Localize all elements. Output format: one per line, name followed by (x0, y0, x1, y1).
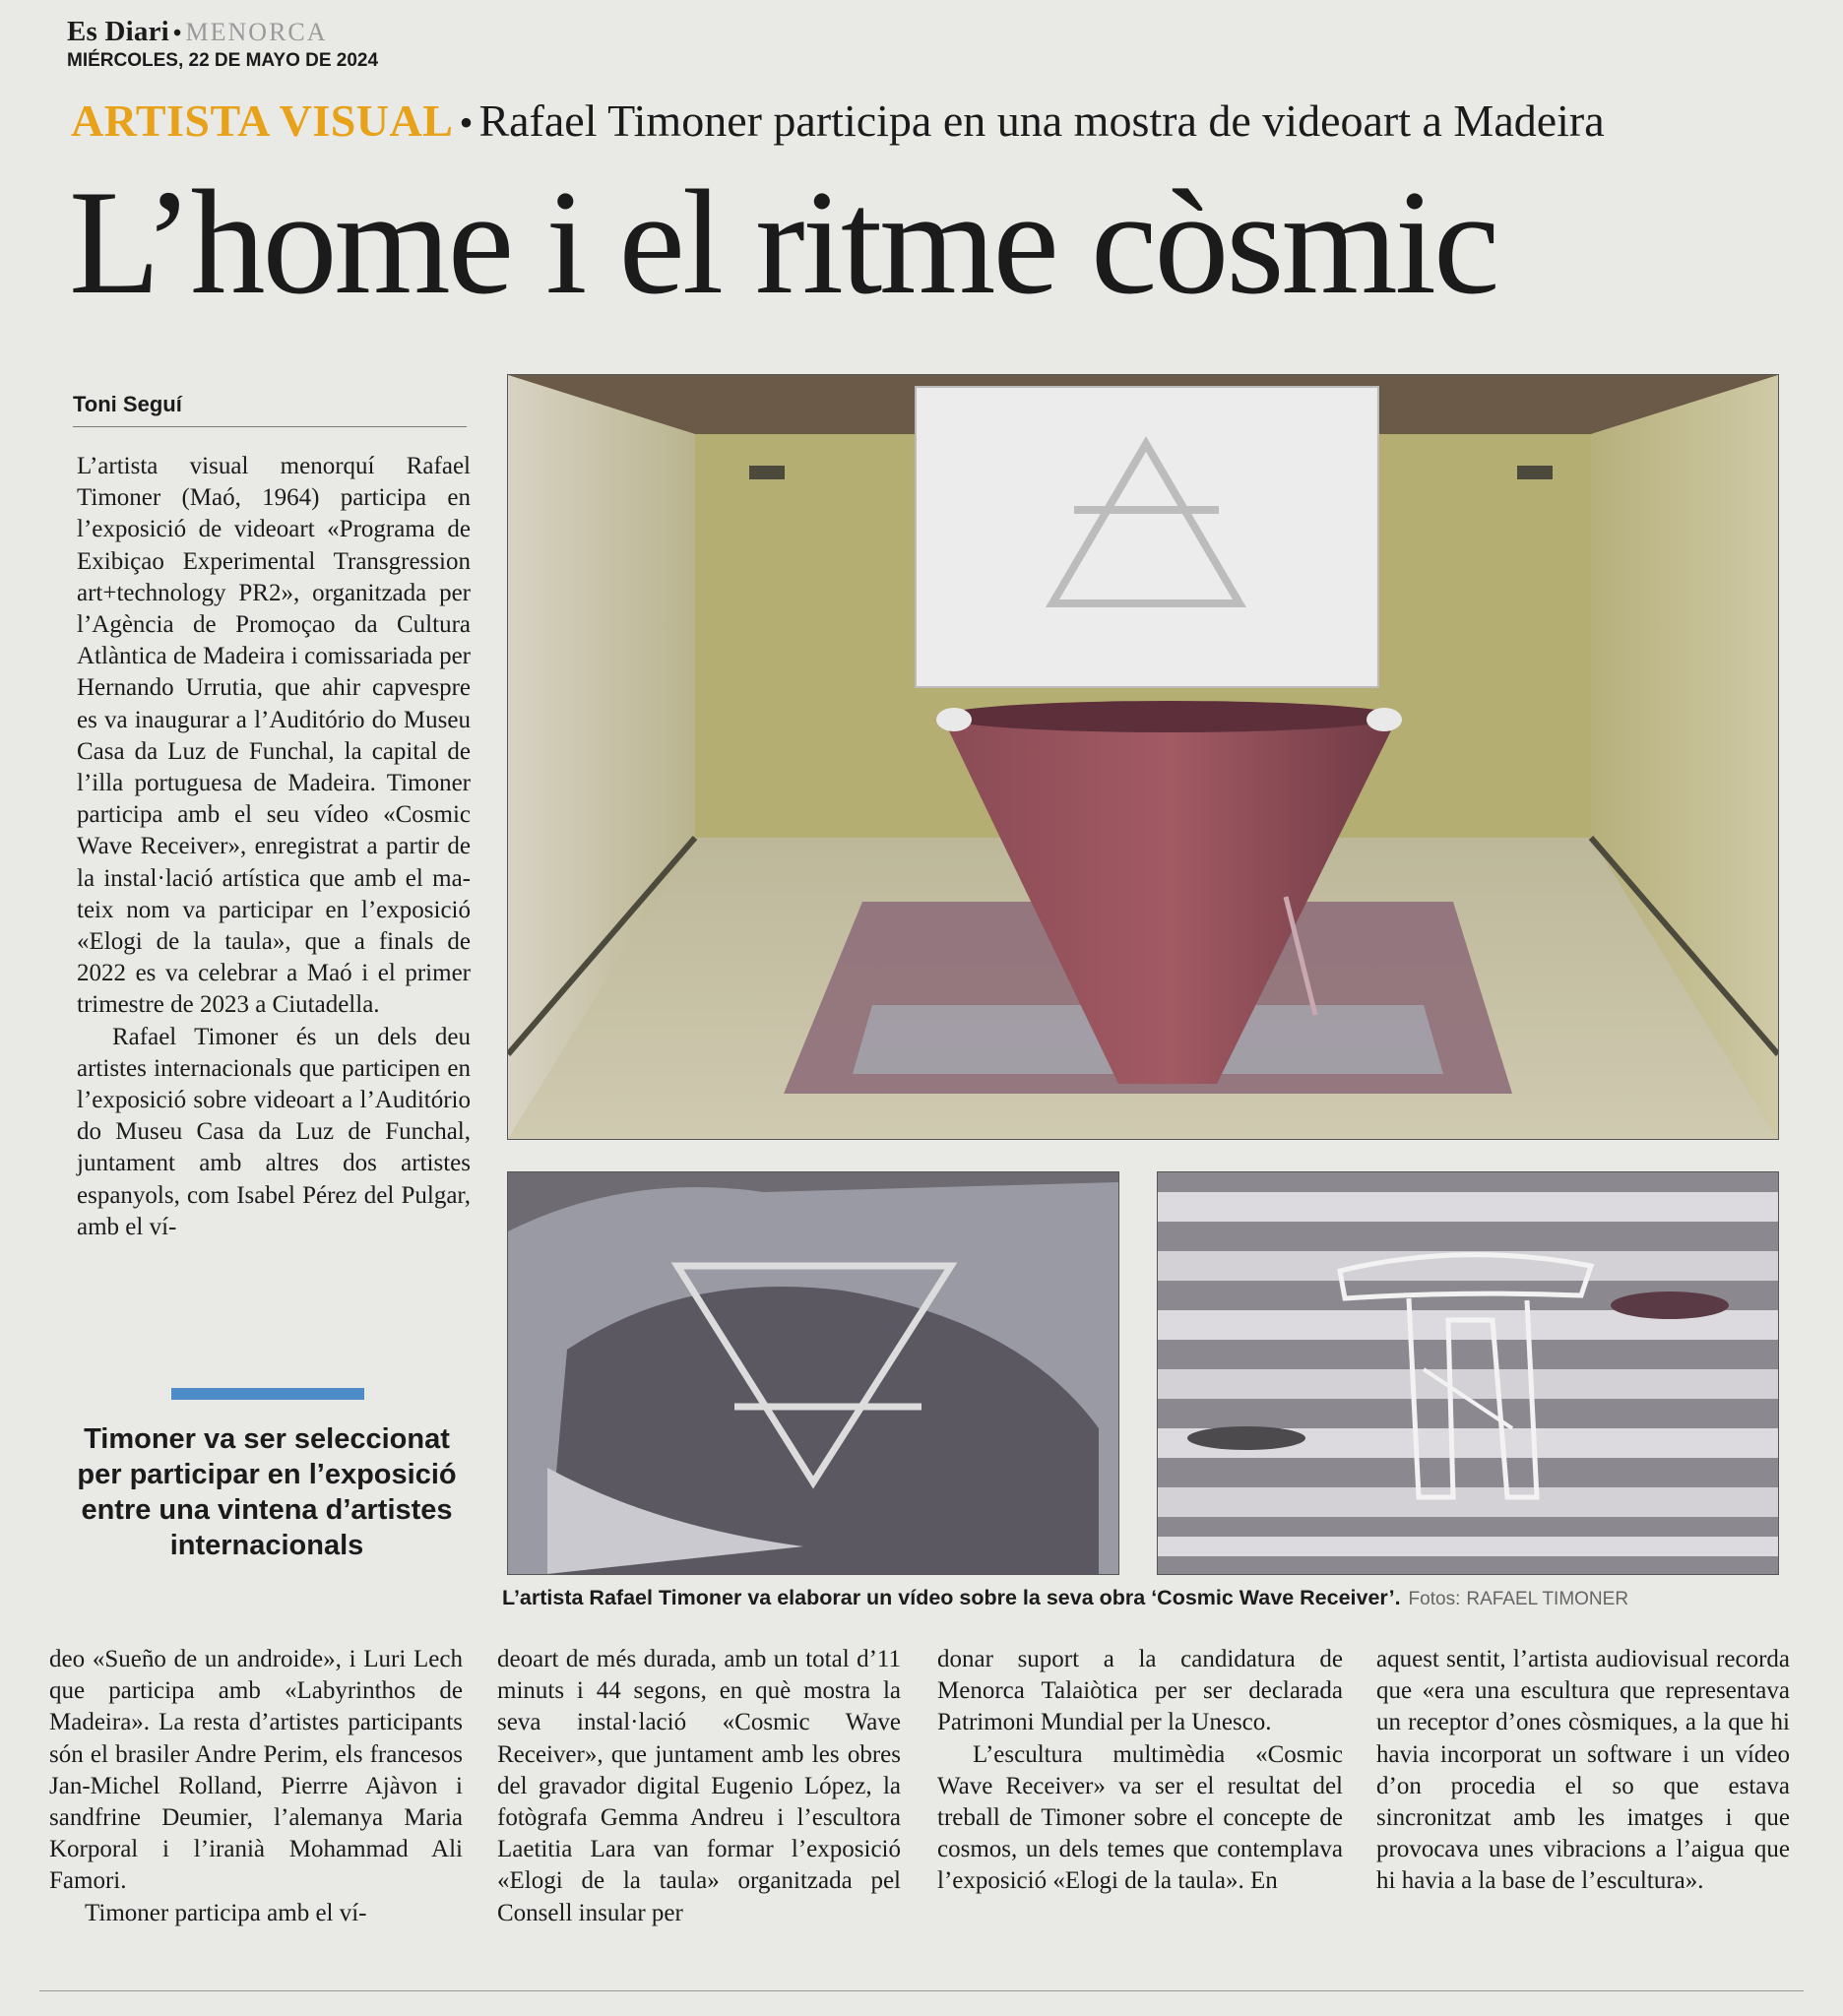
masthead (67, 16, 378, 72)
section-kicker: ARTISTA VISUAL • Rafael Timoner participa en una mostra de videoart a Madeira (71, 95, 1605, 146)
installation-image (508, 375, 1778, 1139)
caption-credit-label: Fotos: (1408, 1589, 1461, 1609)
byline: Toni Seguí (73, 392, 182, 416)
article-paragraph: donar suport a la candidatura de Menorca Talaiòtica per ser declarada Patrimoni Mundial per la Unesco. (937, 1646, 1343, 1736)
caption-text: L’artista Rafael Timoner va elaborar un vídeo sobre la seva obra ‘Cosmic Wave Receiver’. (502, 1586, 1401, 1609)
kicker-subtitle: Rafael Timoner participa en una mostra de videoart a Madeira (478, 95, 1605, 146)
brand-region: MENORCA (185, 18, 328, 46)
caption-credit: RAFAEL TIMONER (1466, 1589, 1629, 1609)
article-column-1 (49, 1644, 463, 1929)
pull-quote: Timoner va ser seleccionat per participar en l’exposició entre una vintena d’artistes internacionals (77, 1423, 457, 1561)
article-column-4 (1376, 1644, 1790, 1898)
issue-date: MIÉRCOLES, 22 DE MAYO DE 2024 (67, 50, 379, 71)
section-tag: ARTISTA VISUAL (71, 95, 454, 146)
brand-name: Es Diari (67, 16, 169, 47)
article-column-3 (937, 1644, 1343, 1898)
pull-quote-bar (171, 1388, 364, 1400)
article-paragraph: deo «Sueño de un androide», i Luri Lech que participa amb «Labyrinthos de Madeira». La resta d’artistes participants són el brasiler Andre Perim, els francesos Jan-Michel Rolland, Pierrre Ajàvon i sandfrine Deumier, l’alemanya Maria Korporal i l’iranià Mohammad Ali Famori. (49, 1646, 463, 1895)
article-paragraph: aquest sentit, l’artista audiovisual recorda que «era una escultura que representava un receptor d’ones còsmiques, a la que hi havia incorporat un software i un vídeo d’on procedia el so que estava sincronitzat amb les imatges i que provocava unes vibracions a l’aigua que hi havia a la base de l’escultura». (1376, 1646, 1790, 1895)
article-column-left (77, 451, 471, 1243)
article-paragraph: L’artista visual menorquí Rafael Timoner (Maó, 1964) participa en l’exposició de videoart «Programa de Exibiçao Experimental Transgression art+technology PR2», organitzada per l’Agència de Promoçao da Cultura Atlàntica de Madeira i comissariada per Hernando Urrutia, que ahir capvespre es va inaugurar a l’Auditório do Museu Casa da Luz de Funchal, la capital de l’illa portuguesa de Madeira. Timoner participa amb el seu vídeo «Cosmic Wave Receiver», enregistrat a partir de la instal·lació artística que amb el mateix nom va participar en l’exposició «Elogi de la taula», que a finals de 2022 es va celebrar a Maó i el primer trimestre de 2023 a Ciutadella. (77, 453, 471, 1019)
article-column-2 (497, 1644, 901, 1929)
triangle-symbol-image (508, 1172, 1118, 1574)
article-paragraph: deoart de més durada, amb un total d’11 minuts i 44 segons, en què mostra la seva instal·lació «Cosmic Wave Receiver», que juntament amb les obres del gravador digital Eugenio López, la fotògrafa Gemma Andreu i l’escultora Laetitia Lara van formar l’exposició «Elogi de la taula» organitzada pel Consell insular per (497, 1646, 901, 1926)
article-paragraph: Rafael Timoner és un dels deu artistes internacionals que participen en l’exposició sobre videoart a l’Auditório do Museu Casa da Luz de Funchal, juntament amb altres dos artistes espanyols, com Isabel Pérez del Pulgar, amb el ví- (77, 1023, 471, 1240)
headline: L’home i el ritme còsmic (69, 159, 1497, 325)
article-paragraph: L’escultura multimèdia «Cosmic Wave Receiver» va ser el resultat del treball de Timoner sobre el concepte de cosmos, un dels temes que contemplava l’exposició «Elogi de la taula». En (937, 1740, 1343, 1895)
taula-drawing-image (1158, 1172, 1778, 1574)
byline-divider (73, 426, 467, 427)
page-bottom-divider (39, 1990, 1804, 1991)
photo-installation (507, 374, 1779, 1140)
photo-caption (502, 1586, 1628, 1610)
masthead-brand: Es Diari • MENORCA (67, 16, 328, 47)
photo-taula-drawing (1157, 1171, 1779, 1575)
article-paragraph: Timoner participa amb el ví- (85, 1899, 367, 1926)
photo-triangle-symbol (507, 1171, 1119, 1575)
